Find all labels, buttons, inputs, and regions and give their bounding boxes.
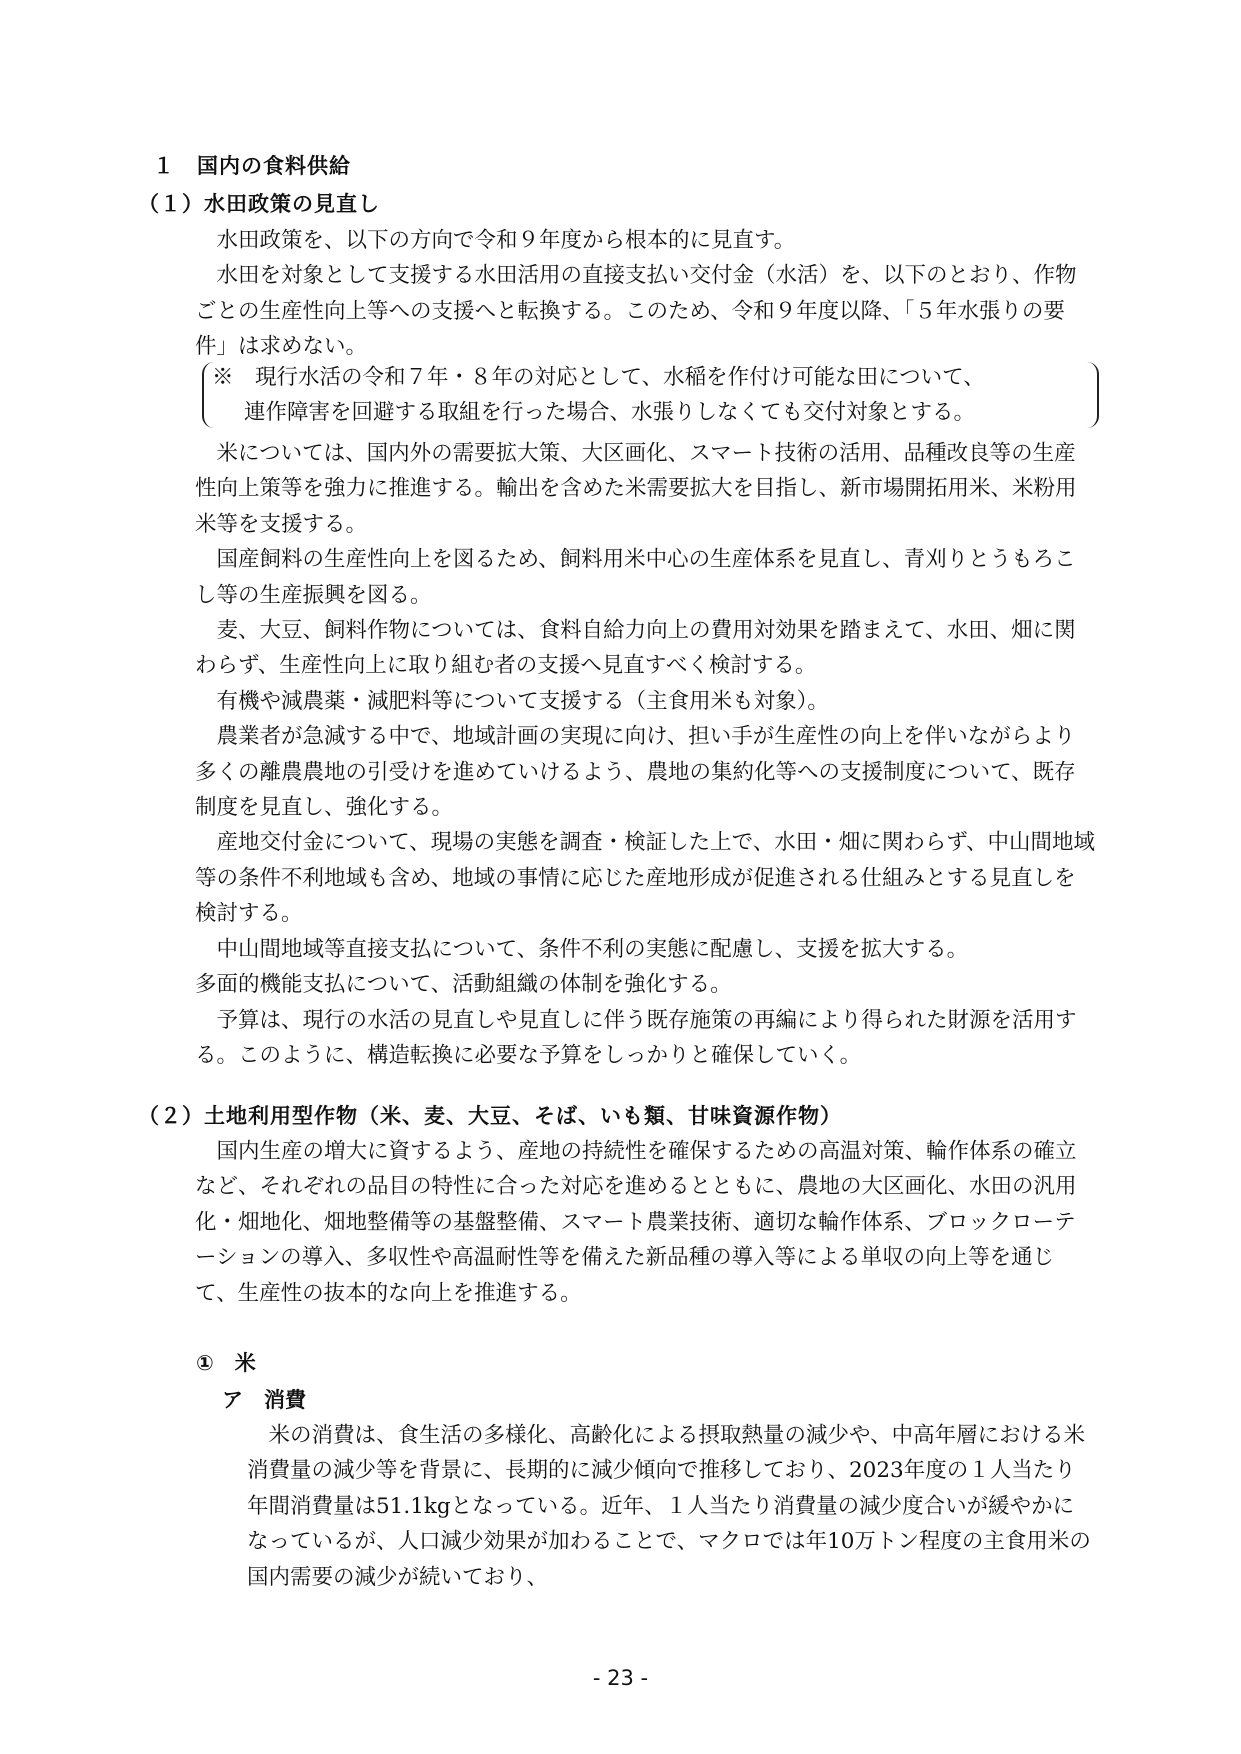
consumption-body bbox=[247, 1418, 1092, 1595]
paragraph: 多面的機能支払について、活動組織の体制を強化する。 bbox=[195, 972, 732, 998]
item-subheading-consumption: ア 消費 bbox=[222, 1388, 306, 1412]
paragraph: 中山間地域等直接支払について、条件不利の実態に配慮し、支援を拡大する。 bbox=[216, 936, 969, 962]
subsection-heading-1: （１）水田政策の見直し bbox=[138, 192, 380, 216]
paragraph: 有機や減農薬・減肥料等について支援する（主食用米も対象）。 bbox=[216, 688, 829, 714]
subsection-heading-2: （２）土地利用型作物（米、麦、大豆、そば、いも類、甘味資源作物） bbox=[138, 1104, 842, 1128]
note-bracket-right bbox=[1085, 362, 1099, 428]
subsection-1-intro bbox=[195, 223, 1095, 365]
subsection-1-body bbox=[195, 436, 1095, 1073]
paragraph: 麦、大豆、飼料作物については、食料自給力向上の費用対効果を踏まえて、水田、畑に関わらず、生産性向上に取り組む者の支援へ見直すべく検討する。 bbox=[195, 618, 1076, 679]
paragraph: 国産飼料の生産性向上を図るため、飼料用米中心の生産体系を見直し、青刈りとうもろこし等の生産振興を図る。 bbox=[195, 547, 1076, 608]
paragraph: 産地交付金について、現場の実態を調査・検証した上で、水田・畑に関わらず、中山間地域等の条件不利地域も含め、地域の事情に応じた産地形成が促進される仕組みとする見直しを検討する。 bbox=[195, 830, 1095, 927]
subsection-2-body bbox=[195, 1134, 1095, 1311]
note-line-1: ※ 現行水活の令和７年・８年の対応として、水稲を作付け可能な田について、 bbox=[212, 365, 985, 390]
paragraph: 国内生産の増大に資するよう、産地の持続性を確保するための高温対策、輪作体系の確立など、それぞれの品目の特性に合った対応を進めるとともに、農地の大区画化、水田の汎用化・畑地化、畑地整備等の基盤整備、スマート農業技術、適切な輪作体系、ブロックローテーションの導入、多収性や高温耐性等を備えた新品種の導入等による単収の向上等を通じて、生産性の抜本的な向上を推進する。 bbox=[195, 1139, 1077, 1306]
paragraph: 米については、国内外の需要拡大策、大区画化、スマート技術の活用、品種改良等の生産性向上策等を強力に推進する。輸出を含めた米需要拡大を目指し、新市場開拓用米、米粉用米等を支援する。 bbox=[195, 441, 1077, 537]
item-heading-rice: ① 米 bbox=[196, 1351, 256, 1375]
paragraph: 農業者が急減する中で、地域計画の実現に向け、担い手が生産性の向上を伴いながらより多くの離農農地の引受けを進めていけるよう、農地の集約化等への支援制度について、既存制度を見直し、強化する。 bbox=[195, 724, 1076, 821]
note-line-2: 連作障害を回避する取組を行った場合、水張りしなくても交付対象とする。 bbox=[244, 400, 976, 425]
paragraph: 予算は、現行の水活の見直しや見直しに伴う既存施策の再編により得られた財源を活用する。このように、構造転換に必要な予算をしっかりと確保していく。 bbox=[195, 1007, 1077, 1068]
page-number: - 23 - bbox=[592, 1666, 649, 1690]
paragraph: 米の消費は、食生活の多様化、高齢化による摂取熱量の減少や、中高年層における米消費量の減少等を背景に、長期的に減少傾向で推移しており、2023年度の１人当たり年間消費量は51.1kgとなっている。近年、１人当たり消費量の減少度合いが緩やかになっているが、人口減少効果が加わることで、マクロでは年10万トン程度の主食用米の国内需要の減少が続いており、 bbox=[247, 1423, 1091, 1590]
note-box bbox=[212, 360, 1082, 430]
section-title: １ 国内の食料供給 bbox=[153, 154, 351, 178]
paragraph: 水田政策を、以下の方向で令和９年度から根本的に見直す。 bbox=[216, 228, 796, 253]
paragraph: 水田を対象として支援する水田活用の直接支払い交付金（水活）を、以下のとおり、作物ごとの生産性向上等への支援へと転換する。このため、令和９年度以降、「５年水張りの要件」は求めない。 bbox=[195, 263, 1077, 360]
